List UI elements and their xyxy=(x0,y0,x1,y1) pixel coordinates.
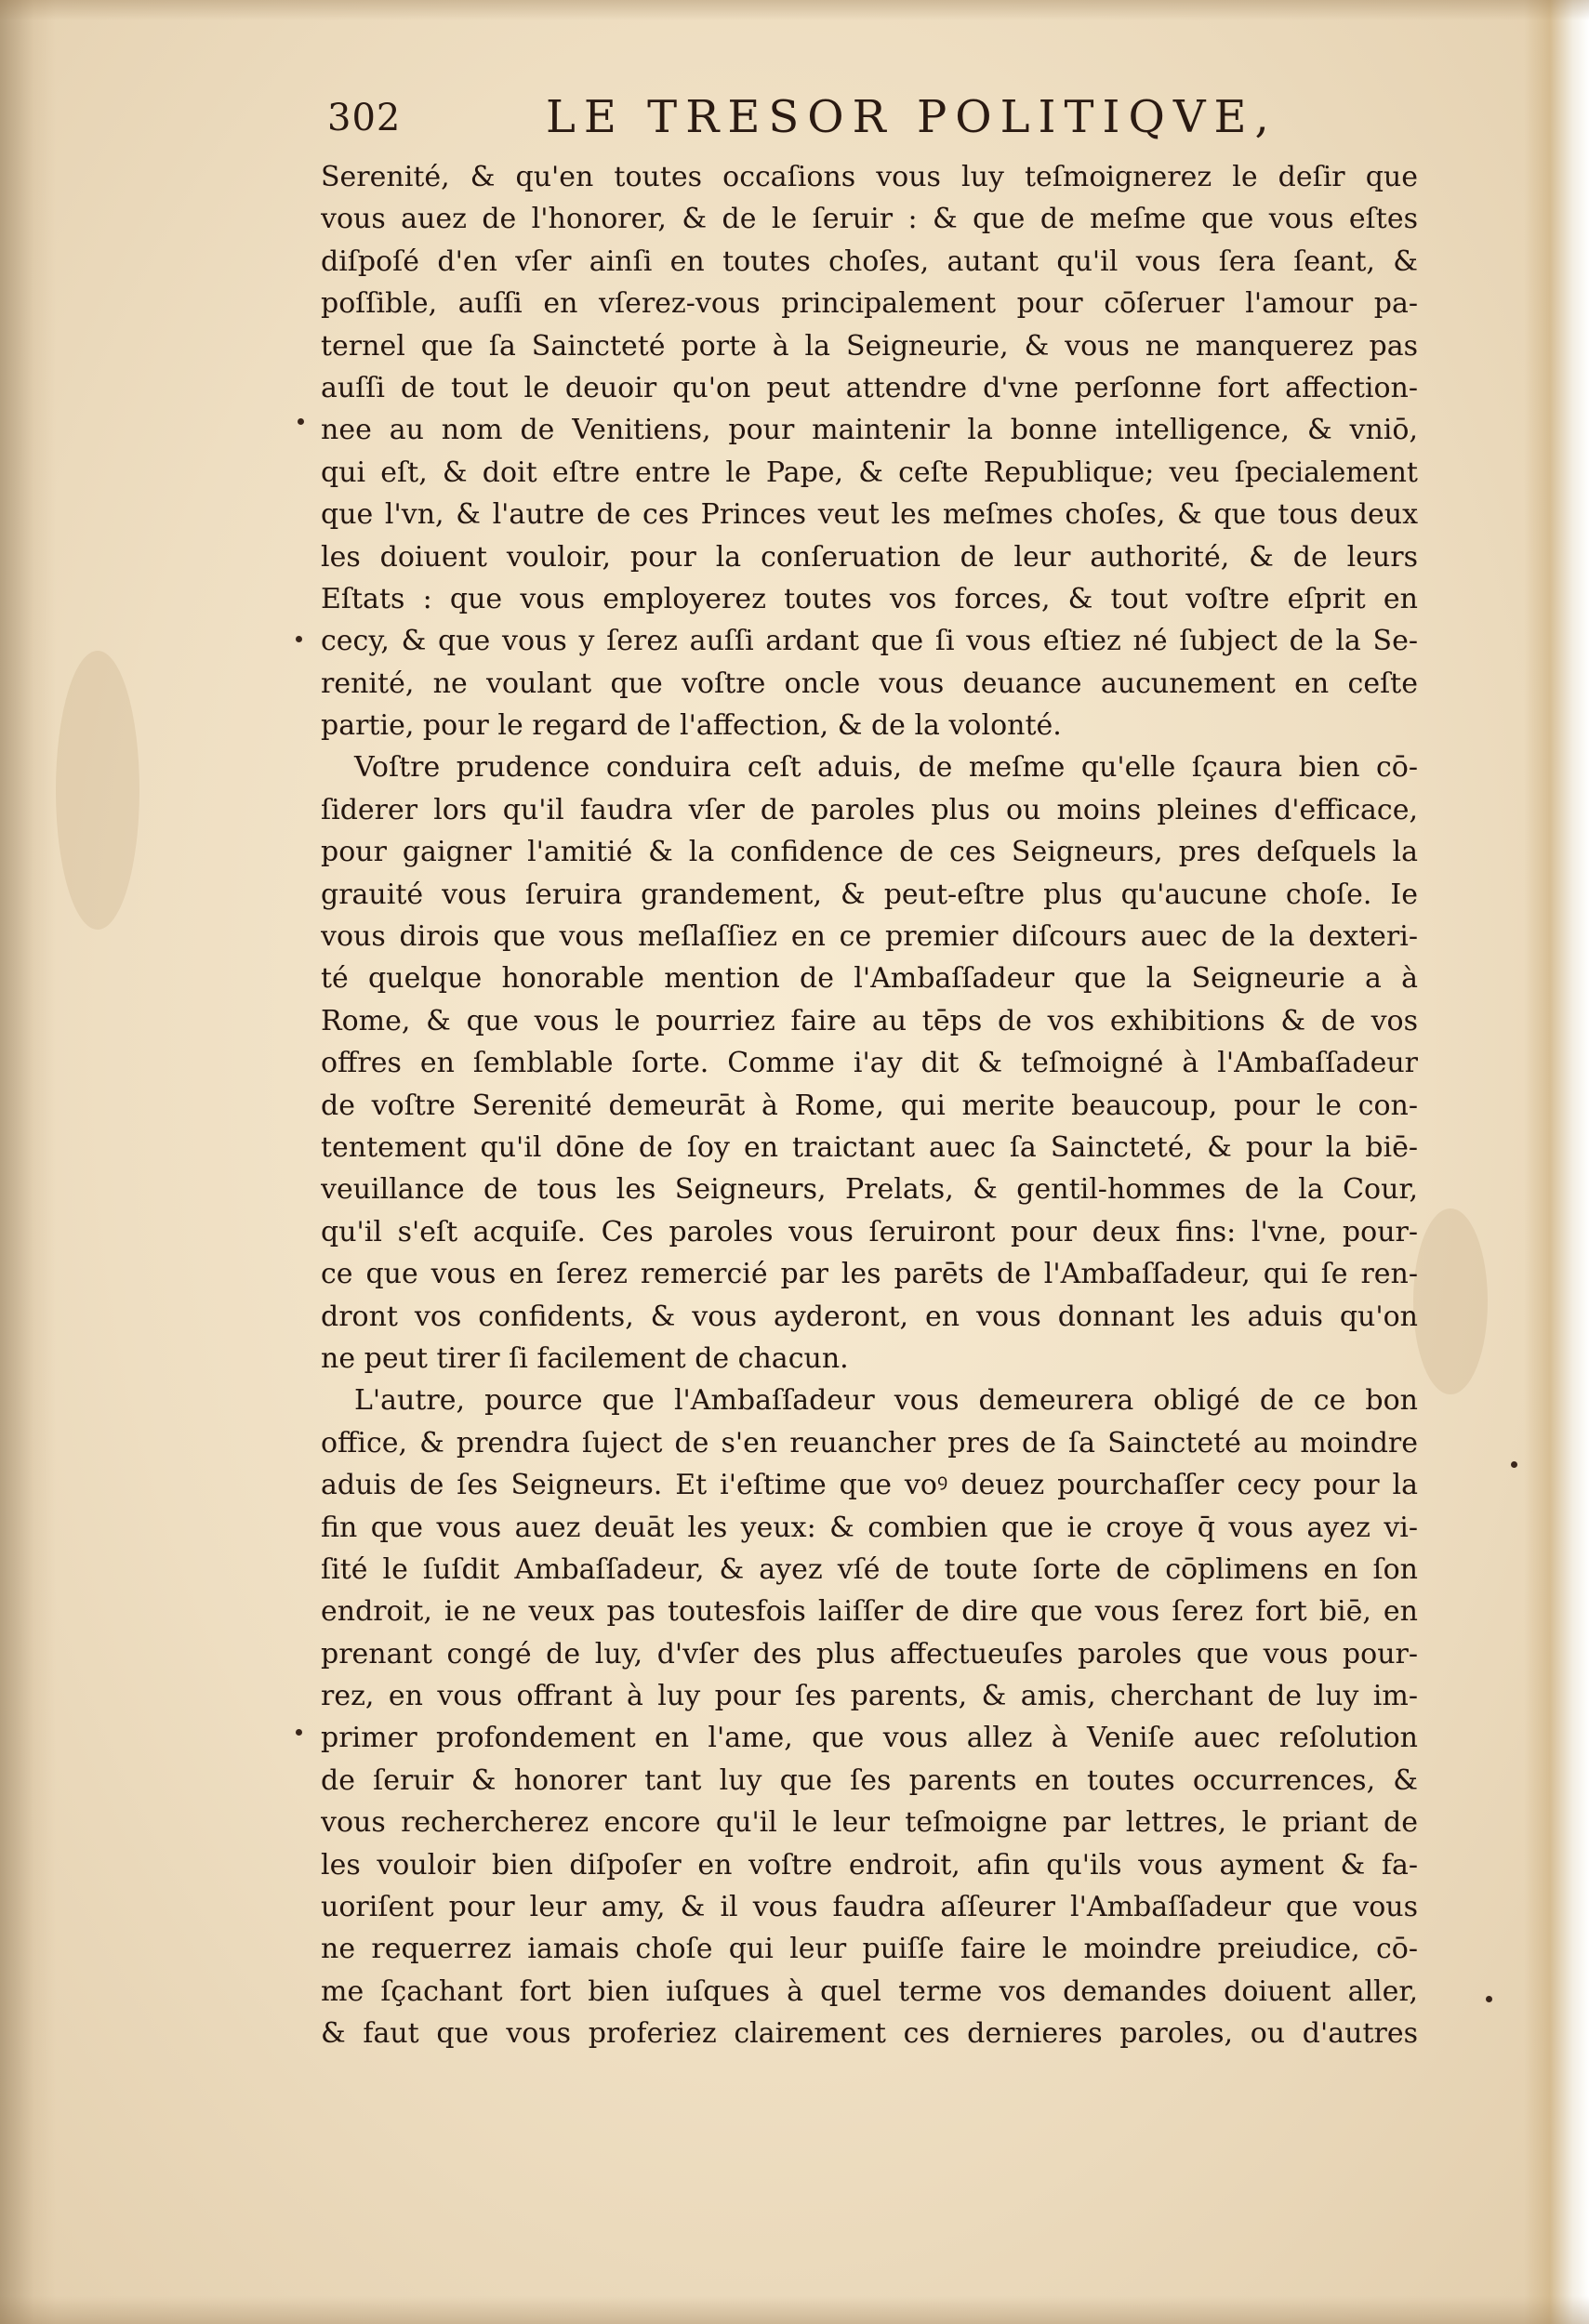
text-line: ternel que ſa Saincteté porte à la Seigneurie, & vous ne manquerez pas xyxy=(321,329,1418,363)
page-top-edge xyxy=(0,0,1589,20)
text-line: veuillance de tous les Seigneurs, Prelats, & gentil-hommes de la Cour, xyxy=(321,1173,1418,1207)
text-line: rez, en vous offrant à luy pour ſes parents, & amis, cherchant de luy im- xyxy=(321,1680,1418,1713)
ink-speck xyxy=(296,1729,302,1736)
running-title: LE TRESOR POLITIQVE, xyxy=(546,91,1278,143)
text-line: vous rechercherez encore qu'il le leur teſmoigne par lettres, le priant de xyxy=(321,1806,1418,1840)
page-edge xyxy=(1524,0,1589,2324)
ink-speck xyxy=(1486,1996,1492,2002)
text-line: ce que vous en ſerez remercié par les parēts de l'Ambaſſadeur, qui ſe ren- xyxy=(321,1258,1418,1291)
text-line: pour gaigner l'amitié & la confidence de ces Seigneurs, pres deſquels la xyxy=(321,836,1418,869)
text-line: cecy, & que vous y ſerez auſſi ardant que ſi vous eſtiez né ſubject de la Se- xyxy=(321,625,1418,658)
page-number: 302 xyxy=(327,97,402,139)
text-line: & faut que vous proferiez clairement ces dernieres paroles, ou d'autres xyxy=(321,2017,1418,2051)
ink-speck xyxy=(296,636,302,642)
paper-stain xyxy=(56,651,139,930)
text-line: ſiderer lors qu'il faudra vſer de paroles plus ou moins pleines d'efficace, xyxy=(321,793,1418,826)
text-line: uoriſent pour leur amy, & il vous faudra aſſeurer l'Ambaſſadeur que vous xyxy=(321,1891,1418,1924)
text-line: ne requerrez iamais choſe qui leur puiſſe faire le moindre preiudice, cō- xyxy=(321,1933,1418,1966)
text-line: que l'vn, & l'autre de ces Princes veut les meſmes choſes, & que tous deux xyxy=(321,498,1418,532)
text-line: vous dirois que vous meſlaſſiez en ce premier diſcours auec de la dexteri- xyxy=(321,920,1418,954)
text-line: de ſeruir & honorer tant luy que ſes parents en toutes occurrences, & xyxy=(321,1763,1418,1797)
text-line: les doiuent vouloir, pour la conſeruation de leur authorité, & de leurs xyxy=(321,540,1418,574)
text-line: té quelque honorable mention de l'Ambaſſadeur que la Seigneurie a à xyxy=(321,962,1418,996)
text-line: fin que vous auez deuāt les yeux: & combien que ie croye q̄ vous ayez vi- xyxy=(321,1511,1418,1544)
text-line: Serenité, & qu'en toutes occaſions vous luy teſmoignerez le deſir que xyxy=(321,161,1418,193)
text-line: ne peut tirer ſi facilement de chacun. xyxy=(321,1341,849,1375)
text-line: les vouloir bien diſpoſer en voſtre endroit, afin qu'ils vous ayment & fa- xyxy=(321,1848,1418,1882)
text-line: me ſçachant fort bien iuſques à quel terme vos demandes doiuent aller, xyxy=(321,1974,1418,2008)
ink-speck xyxy=(298,418,304,425)
text-line: nee au nom de Venitiens, pour maintenir la bonne intelligence, & vniō, xyxy=(321,414,1418,447)
text-line: diſpoſé d'en vſer ainſi en toutes choſes, autant qu'il vous ſera ſeant, & xyxy=(321,244,1418,278)
paper-stain xyxy=(1413,1208,1488,1394)
page-gutter-shadow xyxy=(0,0,56,2324)
bleed-through-text xyxy=(335,2056,1413,2093)
text-line: Rome, & que vous le pourriez faire au tēps de vos exhibitions & de vos xyxy=(321,1004,1418,1037)
text-line: office, & prendra ſuject de s'en reuancher pres de ſa Saincteté au moindre xyxy=(321,1426,1418,1459)
text-line: renité, ne voulant que voſtre oncle vous deuance aucunement en ceſte xyxy=(321,667,1418,700)
ink-speck xyxy=(1511,1461,1517,1468)
text-line: primer profondement en l'ame, que vous allez à Veniſe auec reſolution xyxy=(321,1722,1418,1755)
text-line: de voſtre Serenité demeurāt à Rome, qui merite beaucoup, pour le con- xyxy=(321,1089,1418,1122)
page-bottom-edge xyxy=(0,2296,1589,2324)
text-line: tentement qu'il dōne de ſoy en traictant auec ſa Saincteté, & pour la biē- xyxy=(321,1130,1418,1164)
text-line: qui eſt, & doit eſtre entre le Pape, & ceſte Republique; veu ſpecialement xyxy=(321,456,1418,489)
text-line: qu'il s'eſt acquiſe. Ces paroles vous ſeruiront pour deux fins: l'vne, pour- xyxy=(321,1215,1418,1248)
text-line: grauité vous ſeruira grandement, & peut-eſtre plus qu'aucune choſe. Ie xyxy=(321,878,1418,911)
text-line: vous auez de l'honorer, & de le ſeruir : & que de meſme que vous eſtes xyxy=(321,203,1418,236)
body-text xyxy=(321,156,1418,2055)
text-line: auſſi de tout le deuoir qu'on peut attendre d'vne perſonne fort affection- xyxy=(321,371,1418,404)
text-line: Voſtre prudence conduira ceſt aduis, de meſme qu'elle ſçaura bien cō- xyxy=(354,751,1418,785)
text-line: offres en ſemblable ſorte. Comme i'ay dit & teſmoigné à l'Ambaſſadeur xyxy=(321,1047,1418,1080)
text-line: prenant congé de luy, d'vſer des plus affectueuſes paroles que vous pour- xyxy=(321,1637,1418,1670)
text-line: dront vos confidents, & vous ayderont, en vous donnant les aduis qu'on xyxy=(321,1300,1418,1333)
text-line: aduis de ſes Seigneurs. Et i'eſtime que voꝰ deuez pourchaſſer cecy pour la xyxy=(321,1469,1418,1502)
text-line: ſité le ſuſdit Ambaſſadeur, & ayez vſé de toute ſorte de cōplimens en ſon xyxy=(321,1552,1418,1586)
page-header xyxy=(327,91,1397,147)
text-line: endroit, ie ne veux pas toutesfois laiſſer de dire que vous ſerez fort biē, en xyxy=(321,1595,1418,1629)
text-line: poſſible, auſſi en vſerez-vous principalement pour cōſeruer l'amour pa- xyxy=(321,287,1418,321)
text-line: Eſtats : que vous employerez toutes vos forces, & tout voſtre eſprit en xyxy=(321,582,1418,615)
text-line: L'autre, pource que l'Ambaſſadeur vous demeurera obligé de ce bon xyxy=(354,1384,1418,1418)
text-line: partie, pour le regard de l'affection, & de la volonté. xyxy=(321,709,1062,743)
